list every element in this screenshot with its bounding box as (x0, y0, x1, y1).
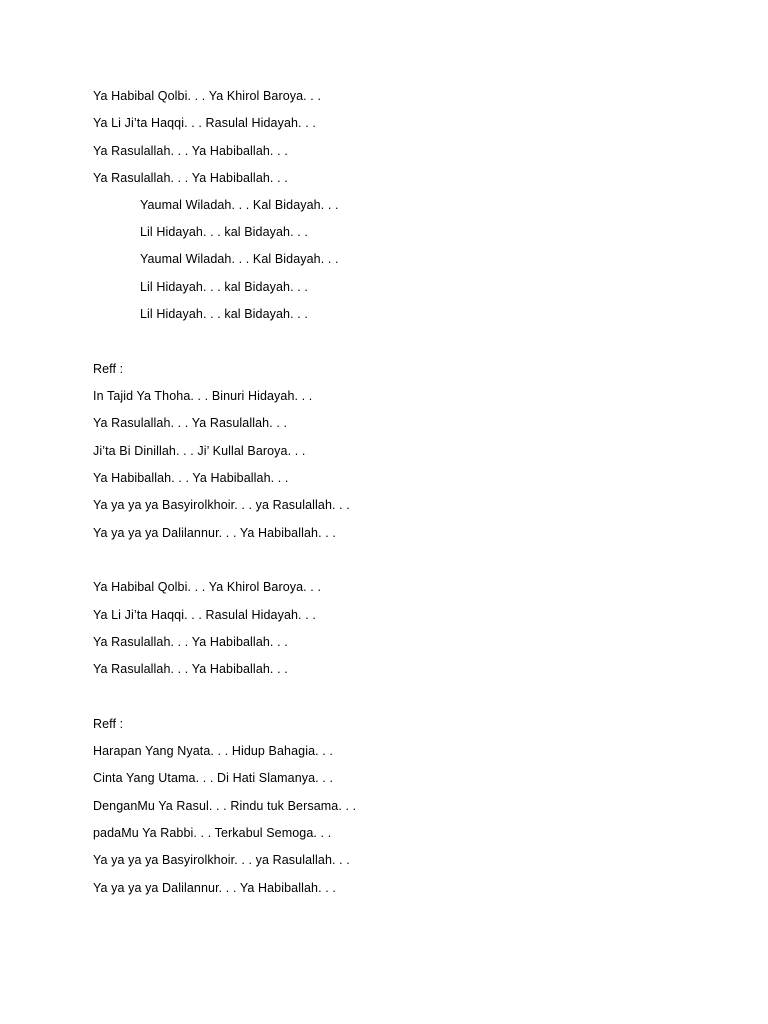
lyric-line: Ya Habiballah. . . Ya Habiballah. . . (93, 471, 289, 485)
lyric-line: Ya Li Ji’ta Haqqi. . . Rasulal Hidayah. . . (93, 116, 316, 130)
lyric-line: Ji’ta Bi Dinillah. . . Ji’ Kullal Baroya. . . (93, 444, 306, 458)
lyric-line: Ya ya ya ya Dalilannur. . . Ya Habiballah. . . (93, 881, 336, 895)
lyric-line-indented: Yaumal Wiladah. . . Kal Bidayah. . . (140, 198, 339, 212)
lyric-line-indented: Yaumal Wiladah. . . Kal Bidayah. . . (140, 252, 339, 266)
reff-label: Reff : (93, 362, 124, 376)
lyric-line: padaMu Ya Rabbi. . . Terkabul Semoga. . . (93, 826, 332, 840)
lyric-line: In Tajid Ya Thoha. . . Binuri Hidayah. . . (93, 389, 313, 403)
lyric-line: Harapan Yang Nyata. . . Hidup Bahagia. . . (93, 744, 333, 758)
lyric-line: Ya Rasulallah. . . Ya Habiballah. . . (93, 144, 288, 158)
lyric-line: Ya Habibal Qolbi. . . Ya Khirol Baroya. . . (93, 89, 322, 103)
lyric-line: Ya ya ya ya Dalilannur. . . Ya Habiballah. . . (93, 526, 336, 540)
lyric-line: Ya Rasulallah. . . Ya Habiballah. . . (93, 635, 288, 649)
lyric-line: Ya Habibal Qolbi. . . Ya Khirol Baroya. . . (93, 580, 322, 594)
lyric-line: Ya ya ya ya Basyirolkhoir. . . ya Rasulallah. . . (93, 498, 350, 512)
lyric-line: Ya Li Ji’ta Haqqi. . . Rasulal Hidayah. . . (93, 608, 316, 622)
lyric-line: Ya Rasulallah. . . Ya Habiballah. . . (93, 171, 288, 185)
lyric-line-indented: Lil Hidayah. . . kal Bidayah. . . (140, 307, 308, 321)
lyric-line-indented: Lil Hidayah. . . kal Bidayah. . . (140, 225, 308, 239)
lyric-line: Cinta Yang Utama. . . Di Hati Slamanya. . . (93, 771, 334, 785)
lyric-line: Ya ya ya ya Basyirolkhoir. . . ya Rasulallah. . . (93, 853, 350, 867)
lyric-line: Ya Rasulallah. . . Ya Habiballah. . . (93, 662, 288, 676)
lyric-line: Ya Rasulallah. . . Ya Rasulallah. . . (93, 416, 288, 430)
lyric-line-indented: Lil Hidayah. . . kal Bidayah. . . (140, 280, 308, 294)
lyric-line: DenganMu Ya Rasul. . . Rindu tuk Bersama. . . (93, 799, 357, 813)
reff-label: Reff : (93, 717, 124, 731)
